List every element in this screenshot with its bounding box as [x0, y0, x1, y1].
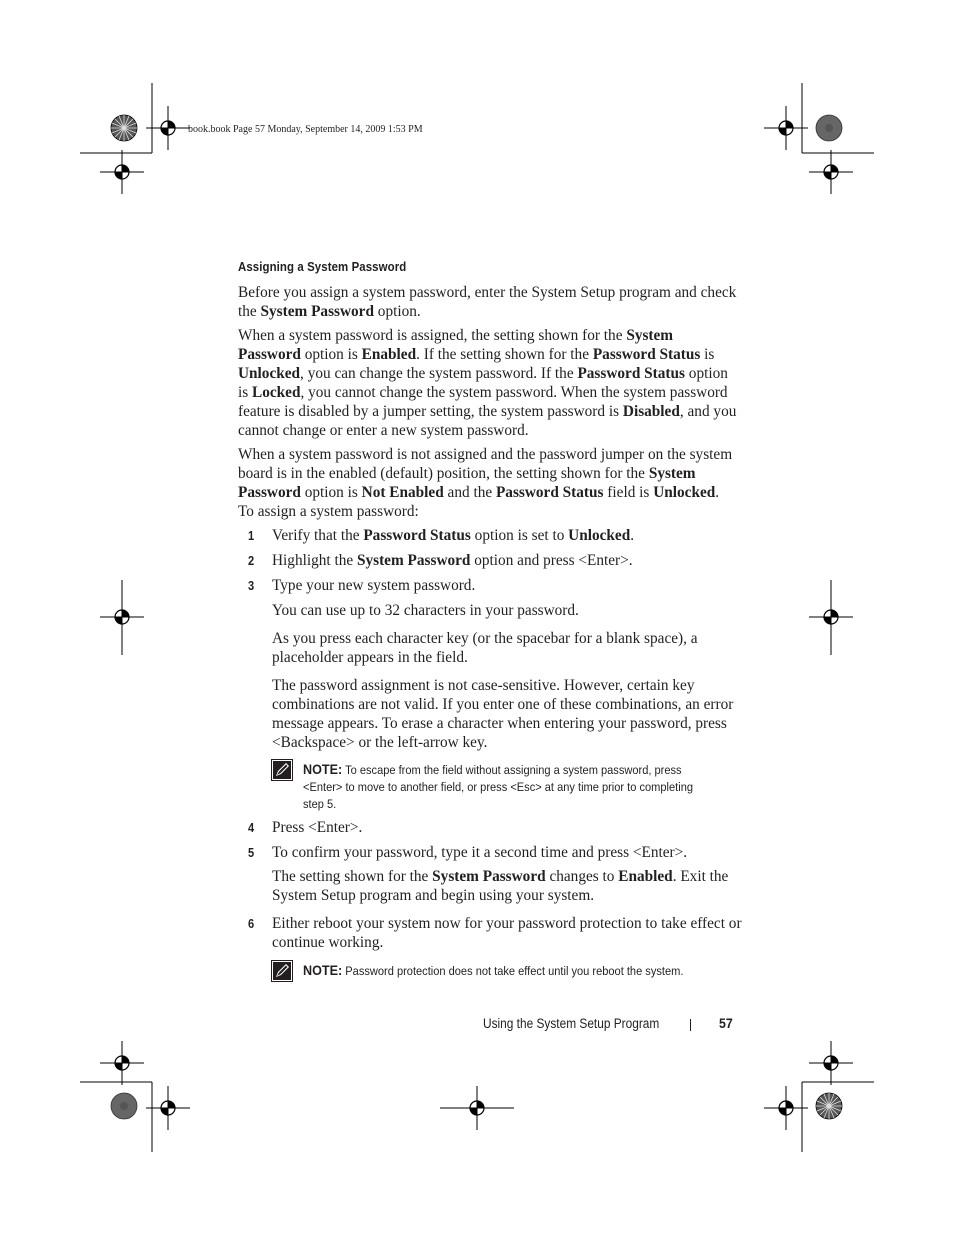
step-3: Type your new system password. [272, 577, 476, 594]
step-3-detail: As you press each character key (or the spacebar for a blank space), a placeholder appears in the field. [272, 630, 698, 666]
text: option is [300, 345, 362, 363]
starburst-registration-icon [816, 1093, 842, 1119]
text: , you can change the system password. If the [300, 364, 578, 382]
pencil-note-icon [271, 759, 293, 781]
text: When a system password is assigned, the setting shown for the [238, 327, 627, 344]
print-header-stamp: book.book Page 57 Monday, September 14, 2009 1:53 PM [188, 124, 423, 135]
bold-term: System Password [238, 464, 696, 501]
step-number: 4 [248, 820, 255, 835]
intro-paragraph [238, 284, 738, 322]
bold-term: System Password [238, 327, 674, 363]
text: . [630, 527, 635, 544]
bold-term: Locked [252, 383, 301, 401]
not-assigned-paragraph [238, 446, 733, 522]
step-5: To confirm your password, type it a second time and press <Enter>. [272, 844, 688, 861]
bold-term: Password Status [363, 527, 471, 544]
text: changes to [545, 868, 619, 885]
bold-term: Enabled [618, 868, 673, 885]
note-label: NOTE: [303, 962, 343, 978]
step-6: Either reboot your system now for your password protection to take effect or continue working. [272, 915, 742, 951]
text: and the [443, 483, 496, 501]
note-1 [303, 761, 699, 813]
text: The setting shown for the [272, 868, 433, 885]
text: Verify that the [272, 527, 364, 544]
text: Highlight the [272, 552, 357, 569]
crosshair-registration-icon [764, 1086, 808, 1130]
footer-divider [690, 1019, 691, 1031]
bold-term: System Password [432, 868, 546, 885]
pencil-note-icon [271, 960, 293, 982]
note-text: To escape from the field without assigning a system password, press <Enter> to move to another field, or press <Esc> at any time prior to completing step 5. [303, 763, 694, 811]
page-number: 57 [719, 1015, 733, 1031]
text: . If the setting shown for the [416, 345, 593, 363]
text: . Exit the System Setup program and begin using your system. [272, 868, 729, 904]
bold-term: Not Enabled [361, 483, 444, 501]
step-number: 6 [248, 916, 255, 931]
step-2 [272, 552, 742, 571]
crosshair-registration-icon [100, 1041, 144, 1085]
bold-term: System Password [260, 302, 374, 320]
step-number: 2 [248, 553, 255, 568]
step-number: 1 [248, 528, 255, 543]
crosshair-registration-icon [764, 106, 808, 150]
step-1 [272, 527, 742, 546]
step-5-detail [272, 868, 742, 906]
assigned-paragraph [238, 327, 738, 440]
step-3-detail: You can use up to 32 characters in your password. [272, 602, 579, 619]
bold-term: Unlocked [568, 527, 631, 544]
text: . To assign a system password: [238, 483, 720, 520]
section-heading: Assigning a System Password [238, 259, 407, 274]
bold-term: Disabled [622, 402, 680, 420]
step-number: 5 [248, 845, 255, 860]
step-3-detail: The password assignment is not case-sensitive. However, certain key combinations are not valid. If you enter one of these combinations, an error message appears. To erase a character when entering your password, press <Backspace> or the left-arrow key. [272, 677, 734, 751]
text: option. [373, 302, 421, 320]
crosshair-registration-icon [809, 150, 853, 194]
text: option is [300, 483, 362, 501]
text: option is [238, 364, 728, 401]
step-number: 3 [248, 578, 255, 593]
crosshair-registration-icon [146, 1086, 190, 1130]
bold-term: Password Status [592, 345, 701, 363]
text: option and press <Enter>. [470, 552, 633, 569]
text: is [700, 345, 715, 363]
text: , you cannot change the system password. When the system password feature is disabled by a jumper setting, the system password is [238, 383, 728, 420]
crosshair-registration-icon [146, 106, 190, 150]
starburst-registration-icon [111, 1093, 137, 1119]
bold-term: Password Status [495, 483, 604, 501]
text: Before you assign a system password, enter the System Setup program and check the [238, 284, 737, 320]
note-2 [303, 962, 735, 980]
text: , and you cannot change or enter a new system password. [238, 402, 737, 439]
text: When a system password is not assigned and the password jumper on the system board is in the enabled (default) position, the setting shown for the [238, 446, 733, 482]
bold-term: System Password [356, 552, 471, 569]
starburst-registration-icon [111, 115, 137, 141]
footer-chapter-title: Using the System Setup Program [483, 1016, 660, 1031]
bold-term: Unlocked [653, 483, 716, 501]
text: field is [603, 483, 654, 501]
note-label: NOTE: [303, 761, 343, 777]
note-text: Password protection does not take effect until you reboot the system. [342, 964, 684, 978]
crosshair-registration-icon [100, 150, 144, 194]
bold-term: Unlocked [238, 364, 301, 382]
crosshair-registration-icon [809, 1041, 853, 1085]
starburst-registration-icon [816, 115, 842, 141]
step-4: Press <Enter>. [272, 819, 363, 836]
text: option is set to [470, 527, 569, 544]
bold-term: Enabled [361, 345, 417, 363]
bold-term: Password Status [577, 364, 685, 382]
